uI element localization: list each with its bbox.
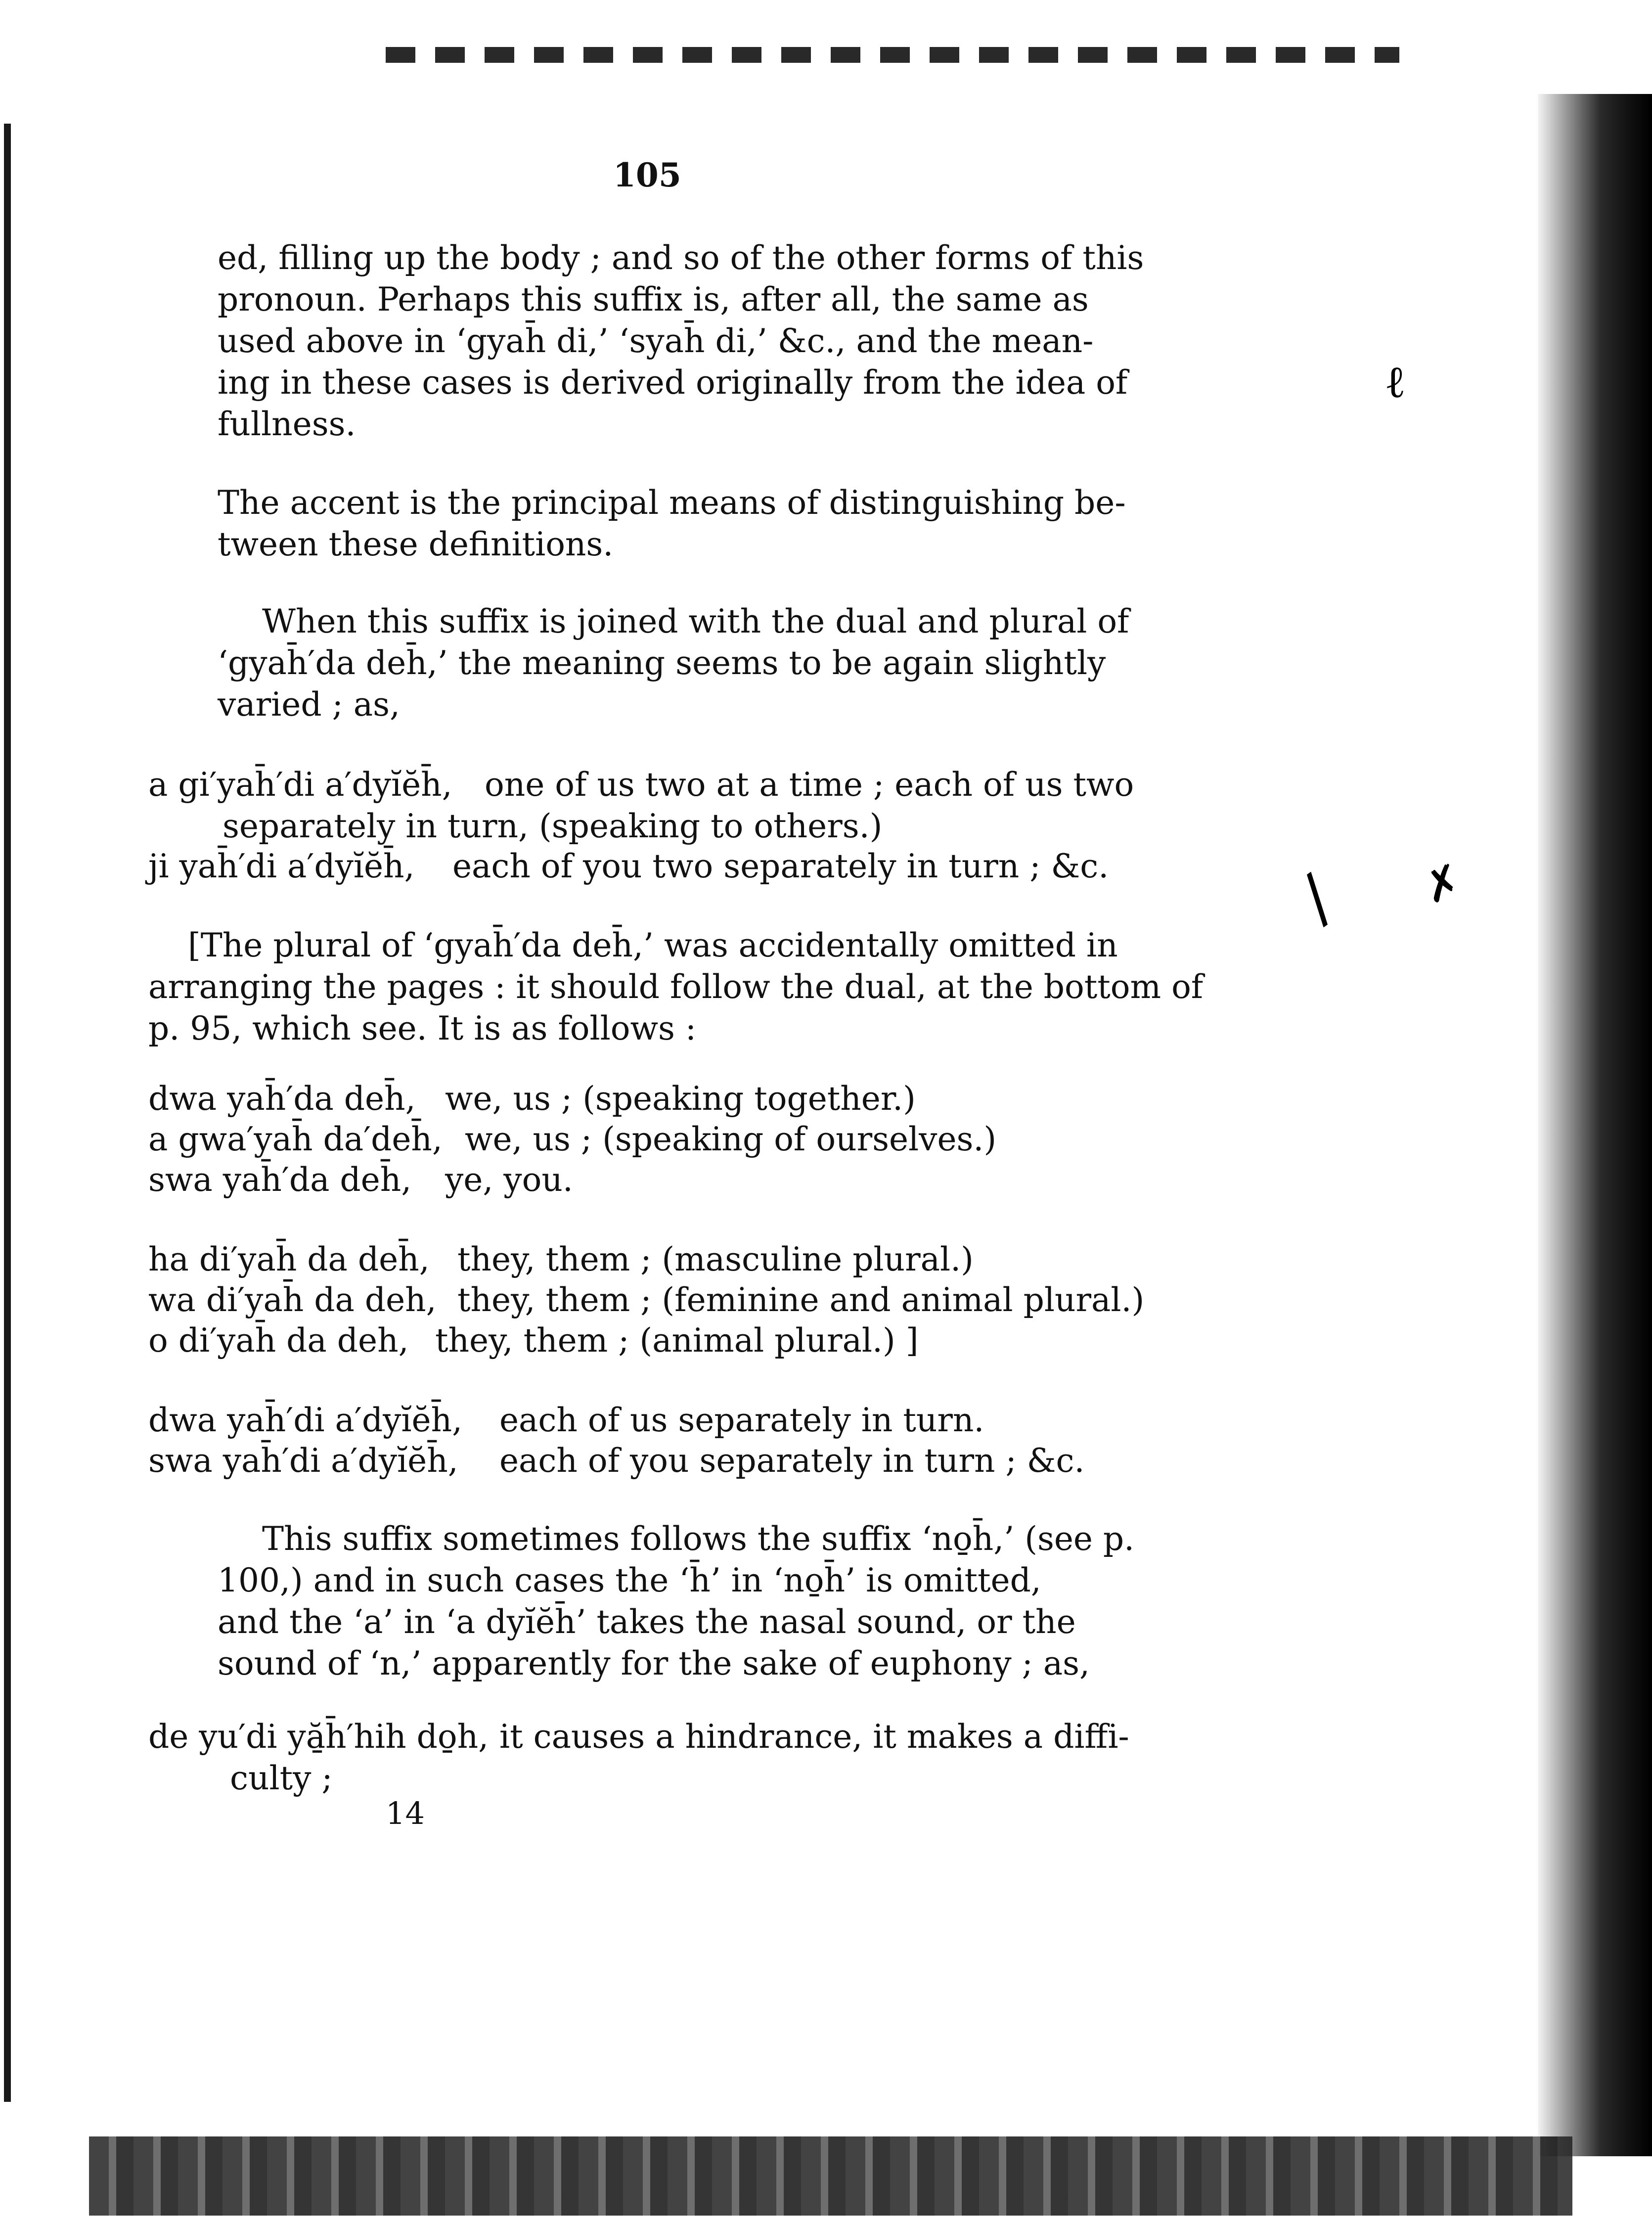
example-term: de yu′di yă̱h̄′hih do̱h, bbox=[148, 1718, 489, 1756]
paragraph-plural-note bbox=[148, 925, 1203, 1049]
example-entry bbox=[148, 1320, 919, 1362]
example-entry bbox=[148, 846, 1109, 887]
text-line: This suffix sometimes follows the suffix ‘no̱h̄,’ (see p. bbox=[262, 1520, 1135, 1558]
text-line: ing in these cases is derived originally from the idea of bbox=[218, 363, 1128, 402]
text-line: fullness. bbox=[218, 405, 356, 443]
example-entry bbox=[148, 1279, 1144, 1321]
example-gloss-continued: separately in turn, (speaking to others.) bbox=[223, 807, 883, 845]
scan-right-edge bbox=[1538, 94, 1652, 2156]
example-entry bbox=[148, 1239, 974, 1280]
example-gloss-continued: culty ; bbox=[230, 1759, 333, 1797]
example-term: dwa yah̄′da deh̄, bbox=[148, 1080, 416, 1118]
text-line: 100,) and in such cases the ‘h̄’ in ‘no̱h̄’ is omitted, bbox=[218, 1561, 1041, 1599]
example-term: swa yah̄′da deh̄, bbox=[148, 1161, 412, 1199]
paragraph-suffix-noh bbox=[218, 1518, 1134, 1684]
text-line: and the ‘a’ in ‘a dyĭĕh̄’ takes the nasal sound, or the bbox=[218, 1603, 1076, 1641]
example-entry bbox=[148, 1716, 1129, 1799]
margin-ink-mark: ✗ bbox=[1416, 853, 1470, 915]
text-line: When this suffix is joined with the dual and plural of bbox=[262, 602, 1129, 640]
example-entry bbox=[148, 1400, 984, 1441]
text-line: varied ; as, bbox=[218, 685, 400, 724]
scan-top-edge bbox=[386, 47, 1399, 63]
scan-bottom-edge bbox=[89, 2136, 1572, 2216]
signature-mark: 14 bbox=[386, 1795, 425, 1831]
example-gloss: we, us ; (speaking together.) bbox=[445, 1080, 916, 1118]
example-gloss: they, them ; (masculine plural.) bbox=[457, 1240, 974, 1278]
text-line: arranging the pages : it should follow the dual, at the bottom of bbox=[148, 968, 1204, 1006]
example-entry bbox=[148, 764, 1134, 847]
example-term: swa yah̄′di a′dyĭĕh̄, bbox=[148, 1442, 458, 1480]
text-line: pronoun. Perhaps this suffix is, after all, the same as bbox=[218, 280, 1089, 318]
example-entry bbox=[148, 1078, 916, 1120]
paragraph-dual-plural bbox=[218, 601, 1129, 726]
text-line: sound of ‘n,’ apparently for the sake of euphony ; as, bbox=[218, 1644, 1090, 1682]
paragraph-continuation bbox=[218, 237, 1144, 445]
text-line: used above in ‘gyah̄ di,’ ‘syah̄ di,’ &c., and the mean- bbox=[218, 322, 1094, 360]
example-term: wa di′yah̄ da deh, bbox=[148, 1281, 437, 1319]
text-line: ‘gyah̄′da deh̄,’ the meaning seems to be again slightly bbox=[218, 644, 1106, 682]
scan-left-edge bbox=[4, 124, 11, 2102]
text-line: The accent is the principal means of distinguishing be- bbox=[218, 484, 1126, 522]
paragraph-accent bbox=[218, 482, 1126, 565]
text-line: [The plural of ‘gyah̄′da deh̄,’ was accidentally omitted in bbox=[188, 926, 1118, 964]
text-line: tween these definitions. bbox=[218, 525, 614, 563]
margin-ink-blot: ℓ bbox=[1384, 356, 1406, 408]
example-gloss: one of us two at a time ; each of us two bbox=[485, 766, 1134, 804]
text-line: ed, filling up the body ; and so of the other forms of this bbox=[218, 239, 1144, 277]
example-entry bbox=[148, 1440, 1084, 1482]
example-gloss: ye, you. bbox=[445, 1161, 573, 1199]
example-entry bbox=[148, 1119, 996, 1160]
example-term: ji yah̄′di a′dyĭĕh̄, bbox=[148, 847, 415, 885]
example-term: dwa yah̄′di a′dyĭĕh̄, bbox=[148, 1401, 463, 1439]
example-term: ha di′yah̄ da deh̄, bbox=[148, 1240, 430, 1278]
example-gloss: they, them ; (feminine and animal plural.) bbox=[457, 1281, 1145, 1319]
example-gloss: they, them ; (animal plural.) ] bbox=[435, 1321, 919, 1360]
example-gloss: we, us ; (speaking of ourselves.) bbox=[465, 1120, 997, 1158]
example-gloss: each of you separately in turn ; &c. bbox=[499, 1442, 1085, 1480]
example-term: a gwa′yah̄ da′deh̄, bbox=[148, 1120, 443, 1158]
example-gloss: each of you two separately in turn ; &c. bbox=[452, 847, 1109, 885]
page-number: 105 bbox=[613, 156, 681, 194]
example-gloss: each of us separately in turn. bbox=[499, 1401, 984, 1439]
margin-pencil-mark: / bbox=[1286, 861, 1347, 935]
text-line: p. 95, which see. It is as follows : bbox=[148, 1009, 697, 1047]
example-term: o di′yah̄ da deh, bbox=[148, 1321, 409, 1360]
example-term: a gi′yah̄′di a′dyĭĕh̄, bbox=[148, 766, 452, 804]
example-gloss: it causes a hindrance, it makes a diffi- bbox=[499, 1718, 1129, 1756]
example-entry bbox=[148, 1159, 573, 1201]
